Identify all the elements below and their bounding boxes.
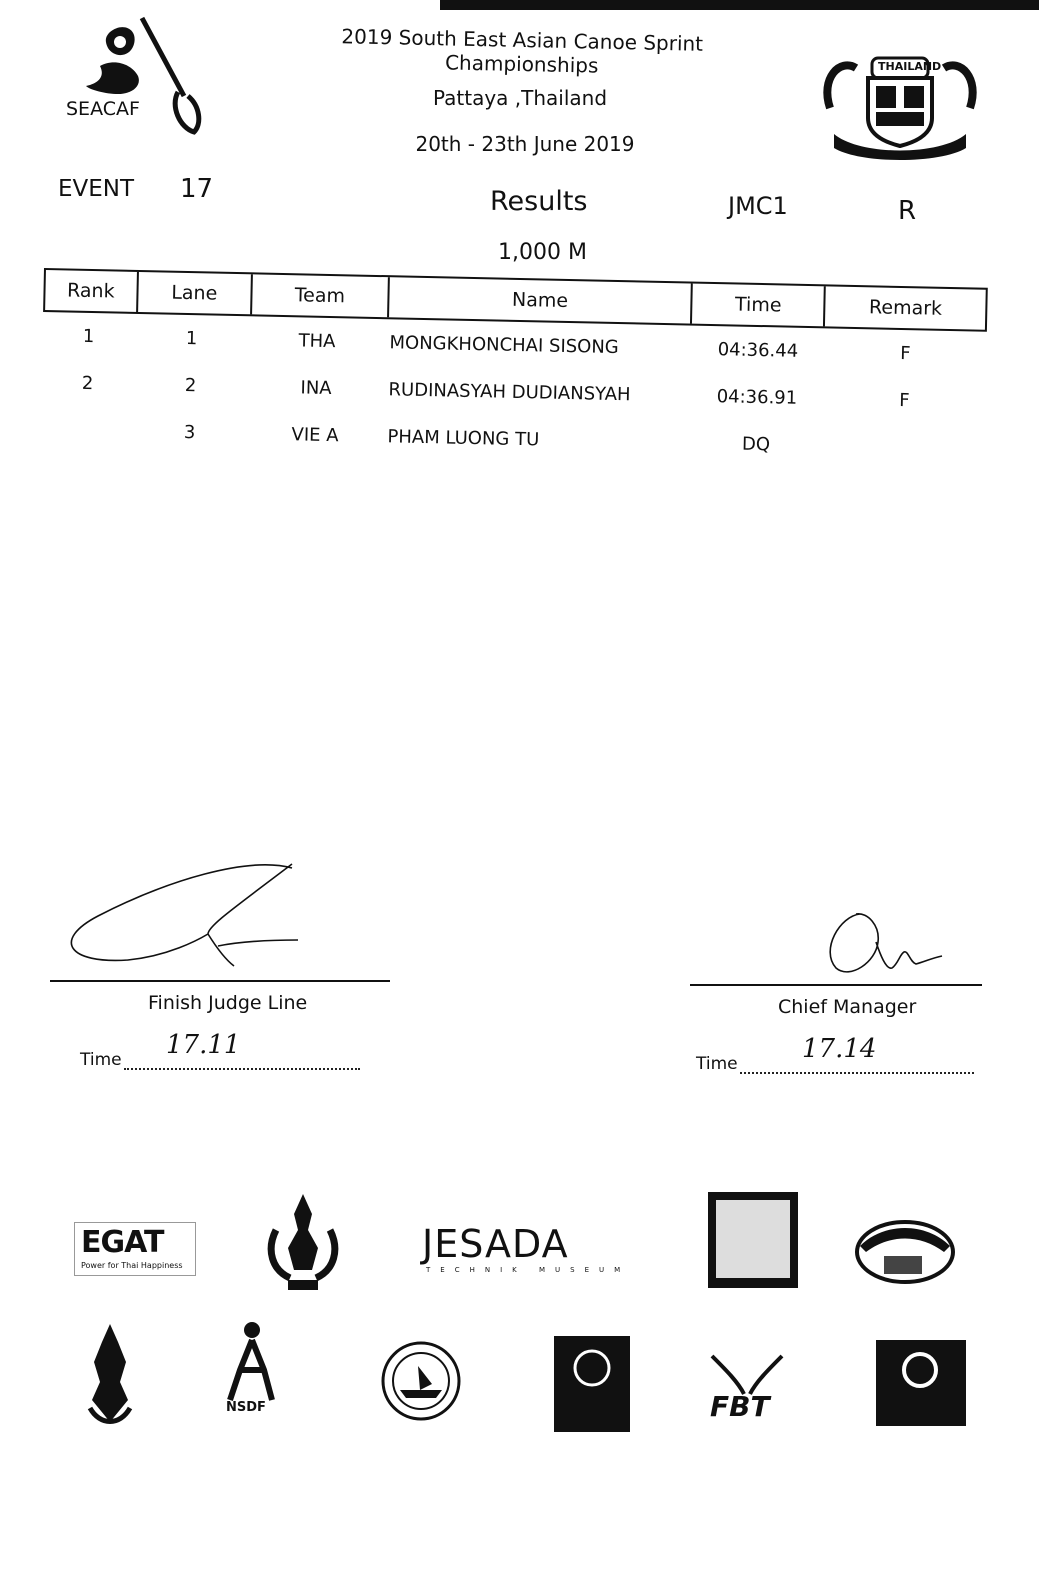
cell-lane: 3 [183, 421, 196, 444]
fbt-logo-text: FBT [710, 1390, 770, 1423]
finish-judge-label: Finish Judge Line [148, 992, 308, 1014]
jesada-subtitle: TECHNIK MUSEUM [426, 1266, 631, 1274]
nsdf-logo-text: NSDF [226, 1400, 266, 1415]
event-round: R [898, 196, 917, 226]
egat-tagline: Power for Thai Happiness [81, 1261, 183, 1270]
cell-time: 04:36.44 [717, 339, 799, 362]
cell-team: VIE A [291, 424, 339, 447]
column-header-lane: Lane [138, 272, 253, 314]
cell-rank: 1 [82, 325, 95, 348]
canoe-paddler-icon [62, 14, 212, 139]
bank-emblem-icon [902, 1352, 938, 1388]
scan-edge-bar [440, 0, 1039, 10]
cell-remark: F [899, 389, 910, 412]
port-authority-seal [380, 1340, 462, 1422]
navy-emblem [80, 1322, 140, 1432]
seal-banner-text: THAILAND [878, 60, 942, 73]
cell-team: INA [300, 377, 332, 400]
cell-remark [822, 446, 984, 449]
column-header-rank: Rank [45, 270, 138, 312]
results-heading: Results [490, 186, 588, 217]
finish-judge-time-value: 17.11 [166, 1030, 241, 1060]
cell-lane: 1 [185, 327, 198, 350]
jesada-logo-text: JESADA [422, 1222, 569, 1266]
thailand-canoe-association-seal [820, 38, 980, 163]
chief-manager-time-value: 17.14 [802, 1034, 877, 1064]
chief-manager-label: Chief Manager [778, 996, 917, 1018]
finish-judge-signature [58, 860, 308, 970]
results-table [40, 268, 988, 473]
location-text: Pattaya ,Thailand [432, 86, 608, 110]
cell-time: DQ [741, 433, 771, 456]
sports-authority-emblem [262, 1190, 344, 1294]
savings-bank-logo [554, 1336, 630, 1432]
chief-manager-signature [820, 906, 950, 982]
championship-title: 2019 South East Asian Canoe Sprint Championships [341, 24, 704, 78]
kasikorn-bank-logo [876, 1340, 966, 1426]
chief-manager-time-label: Time [696, 1054, 738, 1074]
event-distance: 1,000 M [498, 240, 587, 265]
egat-logo [74, 1222, 196, 1276]
cell-team: THA [298, 330, 336, 353]
finish-judge-time-field [124, 1068, 360, 1070]
event-category: JMC1 [728, 192, 788, 220]
chief-manager-line [690, 984, 982, 986]
cell-remark: F [899, 342, 911, 365]
column-header-team: Team [252, 274, 390, 317]
chief-manager-time-field [740, 1072, 974, 1074]
seacaf-logo-text: SEACAF [66, 98, 140, 120]
insurance-logo [708, 1192, 798, 1288]
nsdf-logo [212, 1320, 288, 1432]
event-number: 17 [180, 174, 214, 204]
column-header-remark: Remark [868, 296, 943, 320]
torch-runner-icon [212, 1320, 288, 1406]
seacaf-logo [62, 14, 212, 139]
egat-logo-text: EGAT [81, 1225, 164, 1260]
cell-rank: 2 [81, 372, 94, 395]
farm-brand-logo [854, 1206, 956, 1294]
cell-time: 04:36.91 [716, 386, 798, 409]
bank-crest-icon [572, 1348, 612, 1388]
event-label: EVENT [58, 176, 135, 202]
column-header-time: Time [692, 284, 826, 327]
jesada-museum-logo [420, 1222, 631, 1278]
cell-lane: 2 [184, 374, 197, 397]
insurance-logo-inner [716, 1200, 790, 1278]
cell-name: MONGKHONCHAI SISONG [389, 332, 619, 359]
cell-name: PHAM LUONG TU [387, 426, 540, 451]
cell-rank [41, 429, 133, 431]
dates-text: 20th - 23th June 2019 [415, 132, 635, 156]
finish-judge-time-label: Time [80, 1050, 122, 1070]
fbt-logo [706, 1352, 788, 1426]
column-header-name: Name [389, 277, 693, 323]
finish-judge-line [50, 980, 390, 982]
cell-name: RUDINASYAH DUDIANSYAH [388, 379, 631, 406]
